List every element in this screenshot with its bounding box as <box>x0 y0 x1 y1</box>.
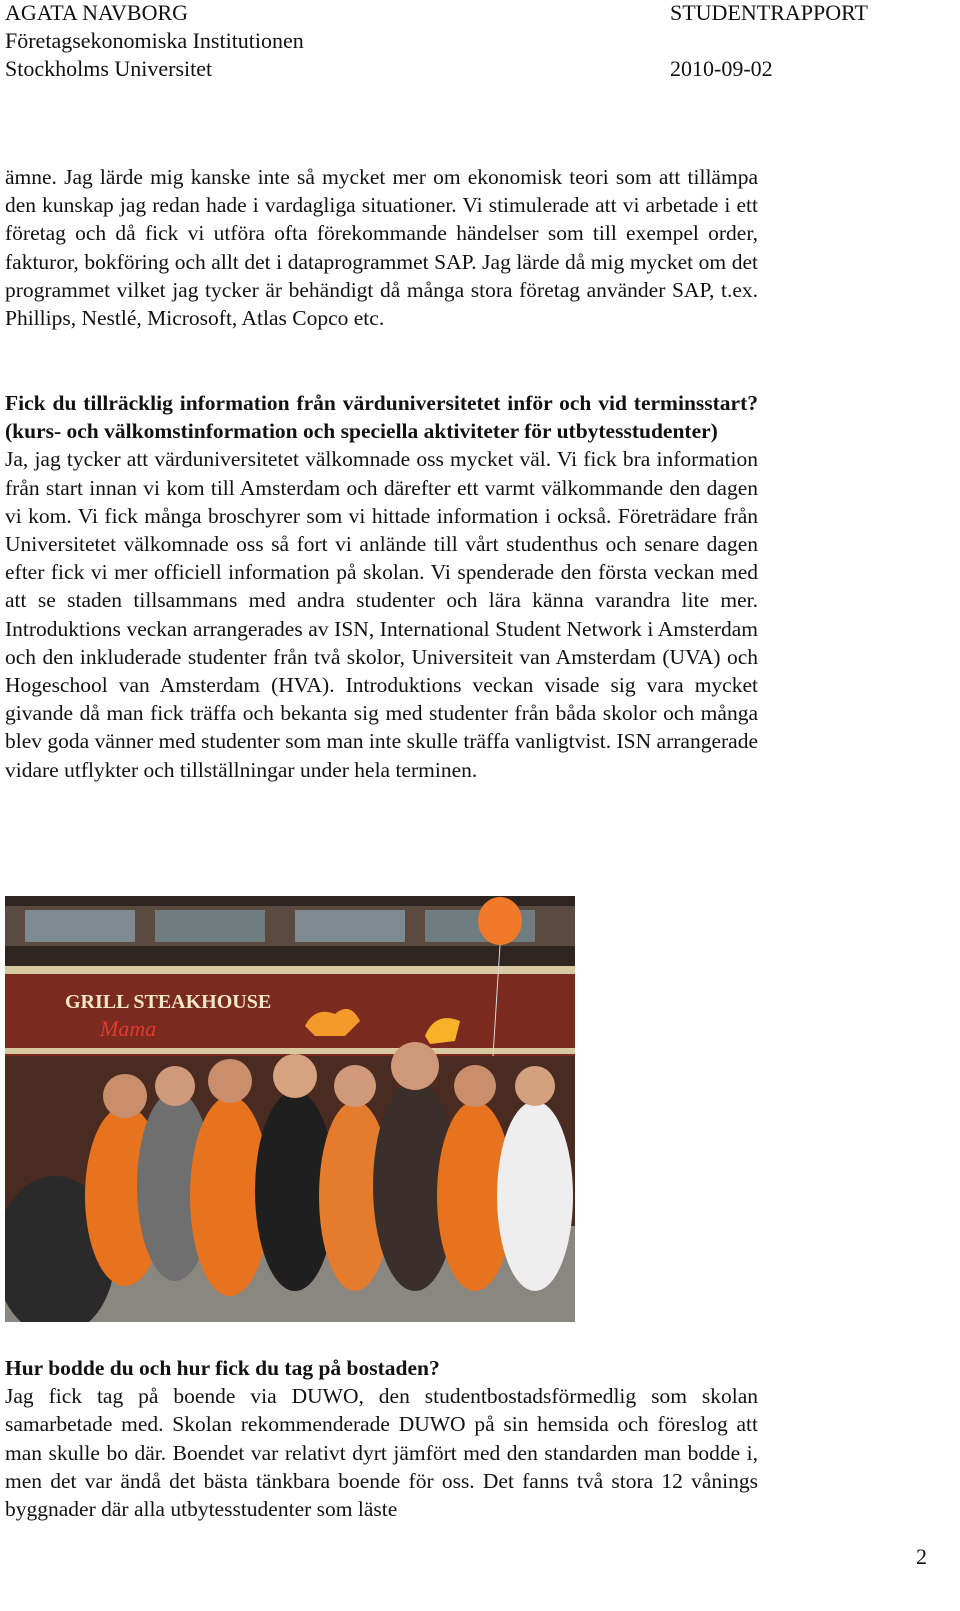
photo-sign-text-2: Mama <box>100 1016 157 1041</box>
document-type: STUDENTRAPPORT <box>670 0 868 25</box>
housing-question-heading: Hur bodde du och hur fick du tag på bostaden? <box>5 1356 440 1380</box>
author-name: AGATA NAVBORG <box>5 0 189 25</box>
department-name: Företagsekonomiska Institutionen <box>5 28 304 53</box>
housing-section <box>5 1354 758 1523</box>
document-date: 2010-09-02 <box>670 56 773 81</box>
university-name: Stockholms Universitet <box>5 56 213 81</box>
group-photo <box>5 896 575 1322</box>
page-number: 2 <box>916 1544 927 1569</box>
information-answer-paragraph: Ja, jag tycker att värduniversitetet välkomnade oss mycket väl. Vi fick bra information från start innan vi kom till Amsterdam och därefter ett varmt välkommande den dagen vi kom. Vi fick många broschyrer som vi hittade information i också. Företrädare från Universitetet välkomnade oss så fort vi anlände till vårt studenthus och senare dagen efter fick vi mer officiell information på skolan. Vi spenderade den första veckan med att se staden tillsammans med andra studenter och lära känna varandra lite mer. Introduktions veckan arrangerades av ISN, International Student Network i Amsterdam och den inkluderade studenter från två skolor, Universiteit van Amsterdam (UVA) och Hogeschool van Amsterdam (HVA). Introduktions veckan visade sig vara mycket givande då man fick träffa och bekanta sig med studenter från båda skolor och många blev goda vänner med studenter som man inte skulle träffa vanligtvist. ISN arrangerade vidare utflykter och tillställningar under hela terminen. <box>5 447 758 782</box>
intro-section <box>5 163 758 332</box>
information-question-heading: Fick du tillräcklig information från värduniversitetet inför och vid terminsstart? (kurs- och välkomstinformation och speciella aktiviteter för utbytesstudenter) <box>5 391 758 444</box>
page-header <box>0 0 960 90</box>
housing-answer-paragraph: Jag fick tag på boende via DUWO, den studentbostadsförmedlig som skolan samarbetade med. Skolan rekommenderade DUWO på sin hemsida och föreslog att man skulle bo där. Boendet var relativt dyrt jämfört med den standarden man bodde i, men det var ändå det bästa tänkbara boende för oss. Det fanns två stora 12 vånings byggnader där alla utbytesstudenter som läste <box>5 1384 758 1522</box>
intro-paragraph: ämne. Jag lärde mig kanske inte så mycket mer om ekonomisk teori som att tillämpa den kunskap jag redan hade i vardagliga situationer. Vi stimulerade att vi arbetade i ett företag och då fick vi utföra ofta förekommande händelser som till exempel order, fakturor, bokföring och allt det i dataprogrammet SAP. Jag lärde då mig mycket om det programmet vilket jag tycker är behändigt då många stora företag använder SAP, t.ex. Phillips, Nestlé, Microsoft, Atlas Copco etc. <box>5 165 758 331</box>
photo-sign-text: GRILL STEAKHOUSE <box>65 991 272 1013</box>
information-section <box>5 389 758 784</box>
